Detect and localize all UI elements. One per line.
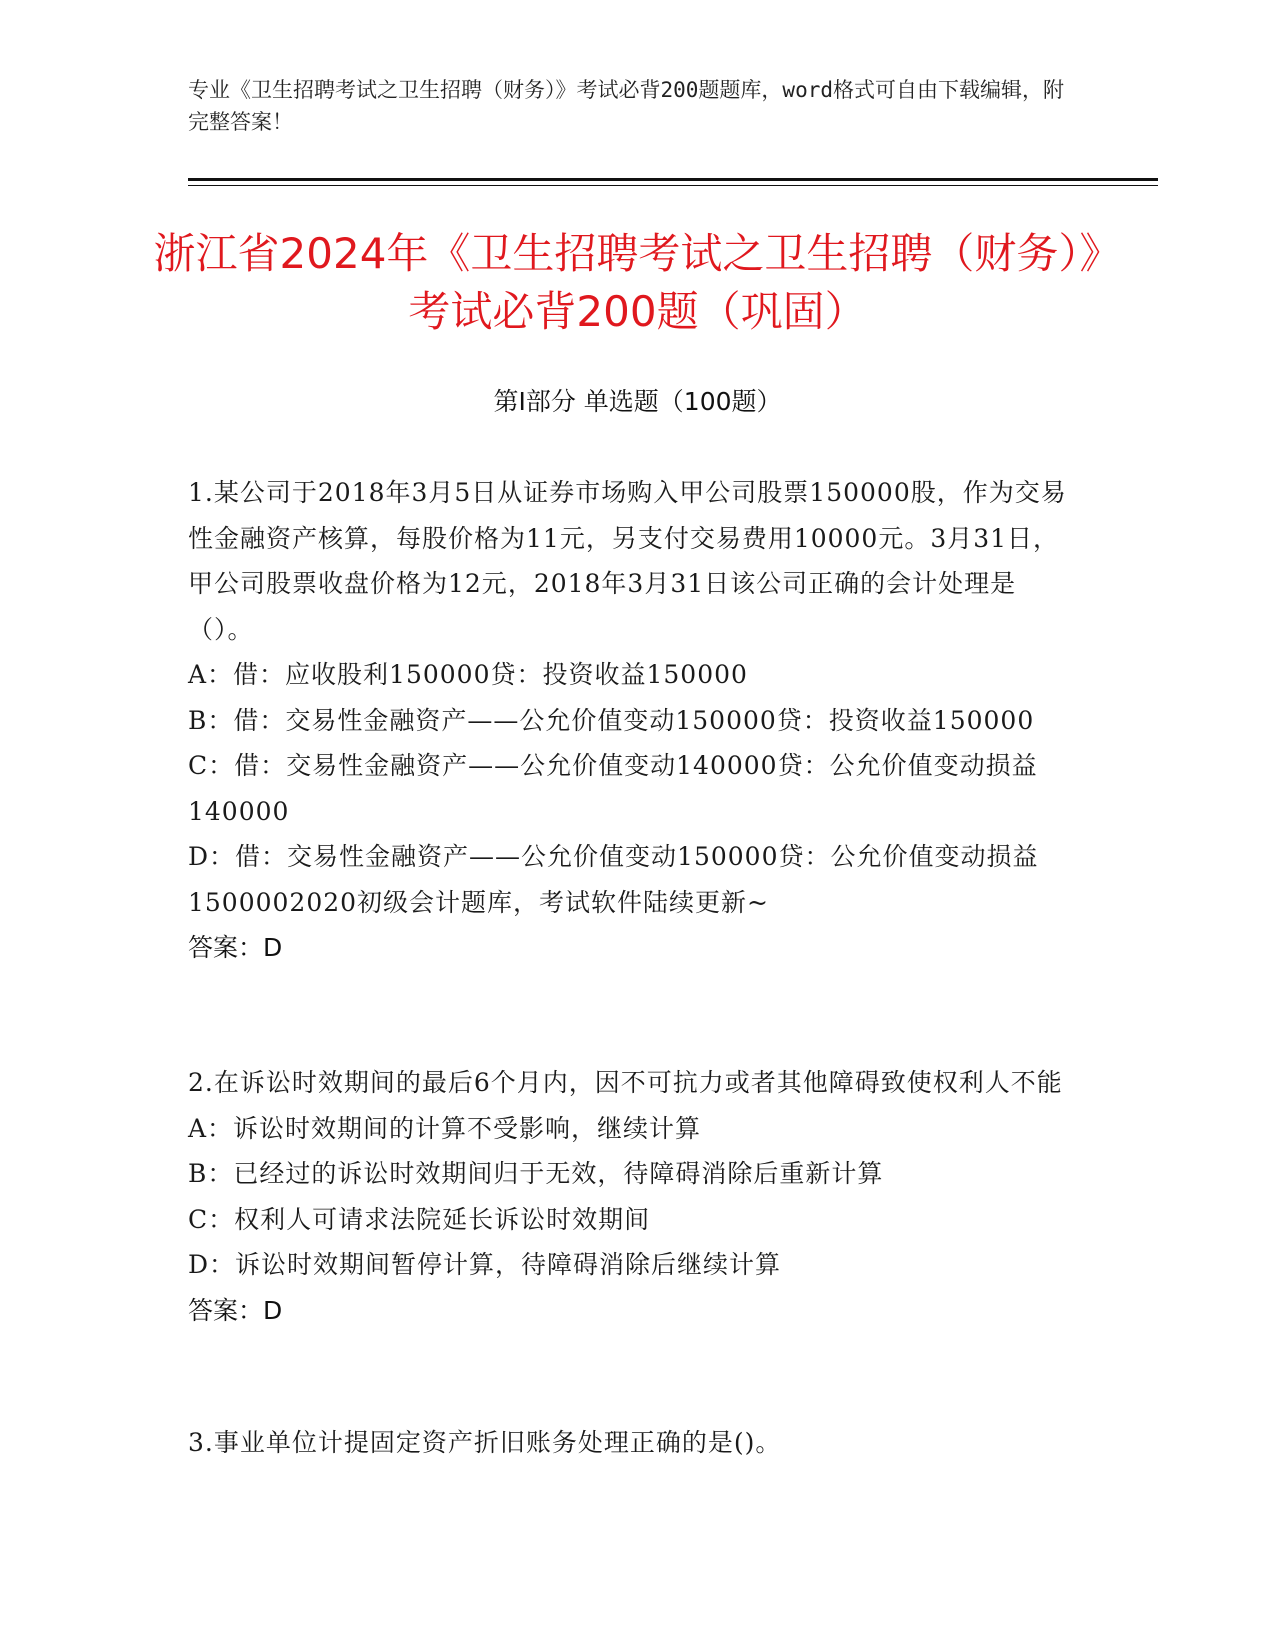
header-note: 专业《卫生招聘考试之卫生招聘（财务）》考试必背200题题库，word格式可自由下载编辑，附完整答案！ <box>188 78 1064 134</box>
option-a: A：诉讼时效期间的计算不受影响，继续计算 <box>188 1113 702 1143</box>
header-divider <box>188 178 1158 181</box>
question-2 <box>188 1060 1068 1333</box>
question-stem: 3.事业单位计提固定资产折旧账务处理正确的是()。 <box>188 1428 782 1457</box>
option-c: C：权利人可请求法院延长诉讼时效期间 <box>188 1204 651 1234</box>
option-a: A：借：应收股利150000贷：投资收益150000 <box>188 660 748 689</box>
section-heading: 第Ⅰ部分 单选题（100题） <box>493 387 782 416</box>
option-d: D：借：交易性金融资产——公允价值变动150000贷：公允价值变动损益1500002020初级会计题库，考试软件陆续更新~ <box>188 842 1039 917</box>
question-stem: 1.某公司于2018年3月5日从证券市场购入甲公司股票150000股，作为交易性金融资产核算，每股价格为11元，另支付交易费用10000元。3月31日，甲公司股票收盘价格为12元，2018年3月31日该公司正确的会计处理是（）。 <box>188 478 1067 644</box>
question-3 <box>188 1420 1068 1466</box>
option-c: C：借：交易性金融资产——公允价值变动140000贷：公允价值变动损益140000 <box>188 751 1038 826</box>
header-divider-thin <box>188 185 1158 186</box>
answer: 答案：D <box>188 933 283 962</box>
option-d: D：诉讼时效期间暂停计算，待障碍消除后继续计算 <box>188 1250 782 1279</box>
option-b: B：已经过的诉讼时效期间归于无效，待障碍消除后重新计算 <box>188 1159 884 1188</box>
question-stem: 2.在诉讼时效期间的最后6个月内，因不可抗力或者其他障碍致使权利人不能 <box>188 1068 1063 1097</box>
option-b: B：借：交易性金融资产——公允价值变动150000贷：投资收益150000 <box>188 705 1035 735</box>
document-title: 浙江省2024年《卫生招聘考试之卫生招聘（财务）》考试必背200题（巩固） <box>153 229 1122 336</box>
answer: 答案：D <box>188 1295 283 1325</box>
question-1 <box>188 470 1068 971</box>
